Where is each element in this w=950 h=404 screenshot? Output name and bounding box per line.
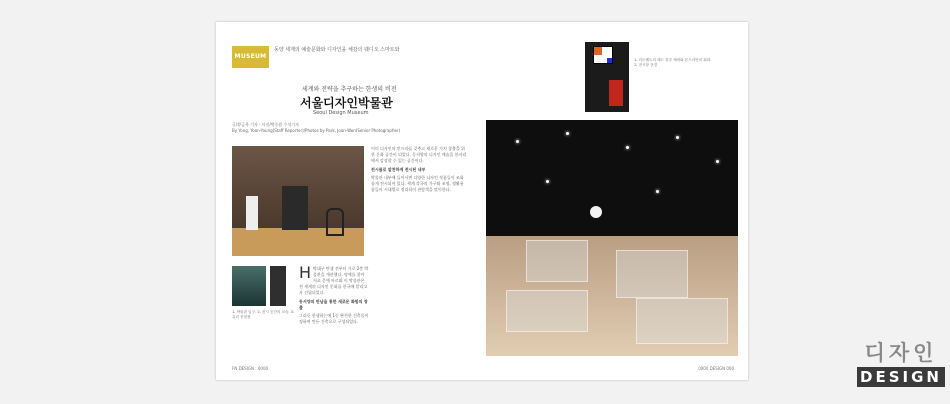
body-text-2: 이미 디자인의 인프라를 갖추고 새로운 가치 창출을 위한 문화 공간이 되었다. 동서양의 디자인 예술을 한자리에서 감상할 수 있는 공간이다. <box>371 146 467 163</box>
gallery-photo-large <box>486 120 738 356</box>
section-heading-1: 동서양의 만남을 통한 새로운 화합의 창출 <box>299 299 368 310</box>
article-title: 서울디자인박물관 <box>300 96 393 110</box>
section-body-2: 박물관 내부에 들어서면 다양한 디자인 작품들이 조화롭게 전시되어 있다. 세계 각국의 가구와 조명, 생활용품들이 시대별로 정리되어 관람객을 맞이한다. <box>371 175 464 192</box>
article-subtitle: Seoul Design Museum <box>313 110 369 116</box>
exhibit-photo-small-2 <box>270 266 286 306</box>
exhibit-photo-main <box>232 146 364 256</box>
photo-caption: 1. 박물관 입구. 2. 전시 공간의 모습. 3. 유리 진열장 <box>232 310 295 319</box>
body-text-1: 박대구 탄생 전부터 가로 2층 박물관을 개관했다. 명예를 찾아 서초 문예 아르와 이 박물관은 전 세계의 디자인 문화를 한국에 알리고자 건립되었다. <box>299 266 369 295</box>
article-kicker: 동양 세계의 예술문화와 디자인을 체감의 웨디오 스마트와 <box>274 47 400 53</box>
body-column-1 <box>299 266 369 370</box>
design-wordmark <box>857 341 945 387</box>
exhibit-photo-small <box>232 266 266 306</box>
exhibit-photo-top <box>585 42 629 112</box>
left-page <box>216 22 479 380</box>
wordmark-korean: 디자인 <box>864 341 938 365</box>
article-deck: 세계와 전략을 추구하는 한생의 비전 <box>302 86 397 93</box>
section-badge: MUSEUM <box>232 46 269 68</box>
section-heading-2: 전시물로 알찬하게 전시된 내부 <box>371 167 426 172</box>
article-byline <box>232 122 452 134</box>
byline-ko: 글/황금옥 기자 · 사진/박중원 수석기자 <box>232 122 300 127</box>
folio-right: 0000 DESIGN 000 <box>698 366 734 371</box>
photo-caption-top: 1. 리트벨트의 레드 블루 체어와 몬드리안의 회화. 2. 전시장 전경 <box>634 58 712 67</box>
byline-en: By Yong, Yoon-Young(Staff Reporter)/Photos by Park, Joon-Won(Senior Photographer) <box>232 128 401 133</box>
right-page <box>478 22 748 380</box>
dropcap: H <box>299 266 312 282</box>
section-body-1: 그리듯 한생하는에 1동 완전한 건축물이 정하여 만든 건축으로 구성되었다. <box>299 313 369 324</box>
body-column-2 <box>371 146 467 372</box>
wordmark-english: DESIGN <box>857 367 945 387</box>
magazine-spread <box>216 22 748 380</box>
folio-left: FN DESIGN : 0000 <box>232 366 269 371</box>
